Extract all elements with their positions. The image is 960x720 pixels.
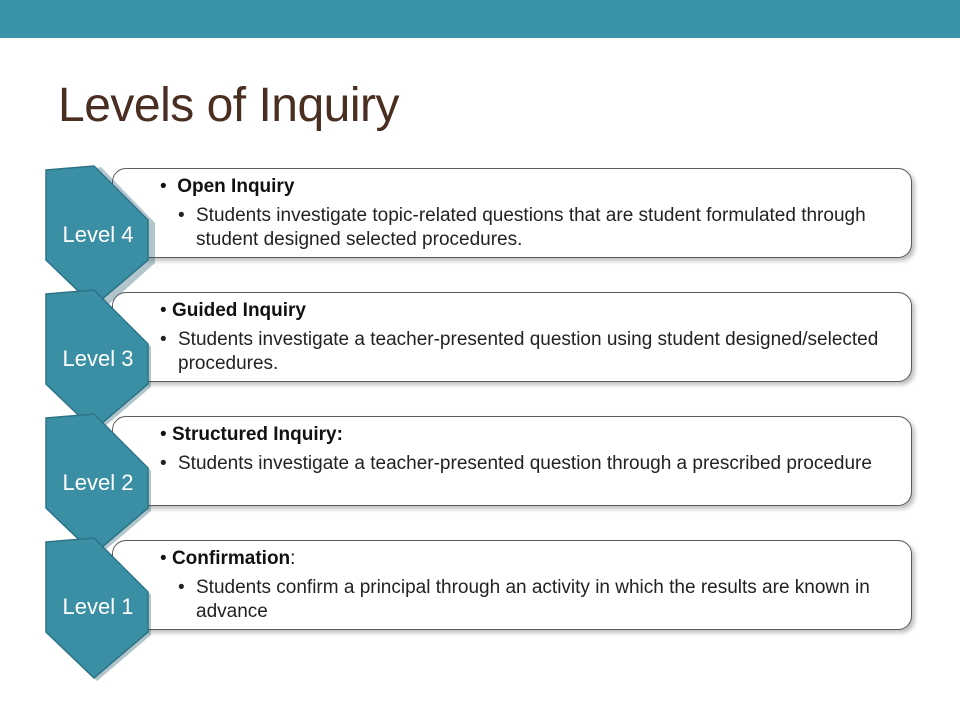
level-detail <box>160 452 880 476</box>
bullet: • <box>178 205 185 226</box>
level-row-1 <box>0 540 960 690</box>
level-detail <box>178 576 898 624</box>
bullet: • <box>160 453 167 474</box>
heading-text: Confirmation <box>171 548 291 569</box>
heading-text: Structured Inquiry: <box>171 424 343 445</box>
level-label: Level 1 <box>62 594 134 619</box>
detail-text: Students investigate topic-related questions that are student formulated through student designed selected procedures. <box>196 205 866 250</box>
bullet: • <box>160 548 167 569</box>
level-heading <box>160 424 343 446</box>
heading-text: Open Inquiry <box>177 176 295 197</box>
bullet: • <box>160 424 167 445</box>
detail-text: Students confirm a principal through an activity in which the results are known in advance <box>196 577 870 622</box>
heading-text: Guided Inquiry <box>171 300 306 321</box>
top-accent-bar <box>0 0 960 38</box>
slide-title: Levels of Inquiry <box>58 79 400 132</box>
bullet: • <box>160 176 167 197</box>
level-label: Level 4 <box>62 222 134 247</box>
level-label: Level 3 <box>62 346 134 371</box>
level-heading <box>160 176 294 198</box>
level-label: Level 2 <box>62 470 134 495</box>
level-heading <box>160 548 295 570</box>
detail-text: Students investigate a teacher-presented question through a prescribed procedure <box>178 453 872 474</box>
heading-suffix: : <box>290 548 296 569</box>
bullet: • <box>178 577 185 598</box>
level-detail <box>160 328 880 376</box>
bullet: • <box>160 329 167 350</box>
level-heading <box>160 300 306 322</box>
detail-text: Students investigate a teacher-presented question using student designed/selected procedures. <box>178 329 879 374</box>
level-detail <box>178 204 898 252</box>
bullet: • <box>160 300 167 321</box>
